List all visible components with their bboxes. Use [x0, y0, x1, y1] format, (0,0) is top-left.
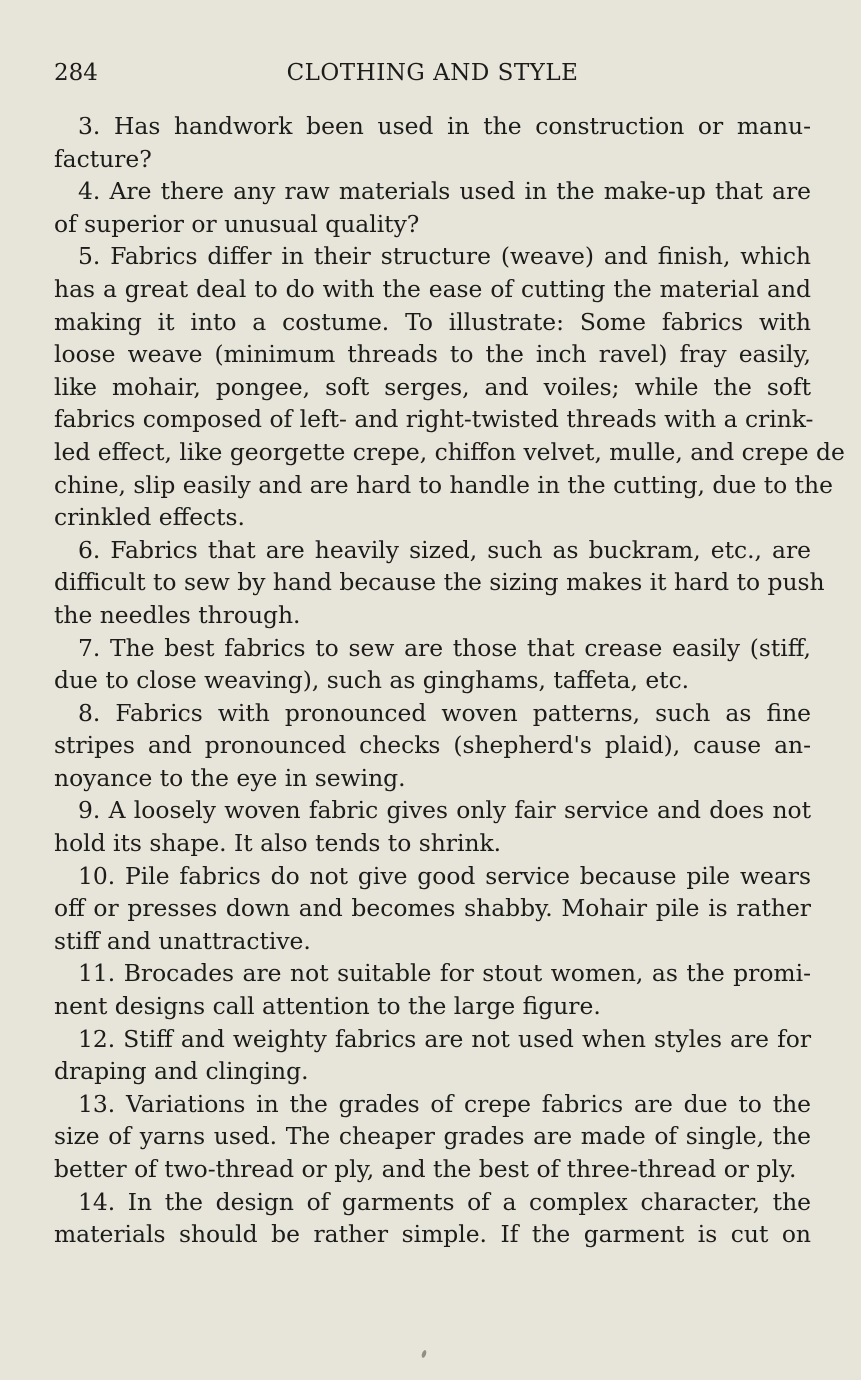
- text-line: facture?: [54, 144, 152, 173]
- text-line: fabrics composed of left- and right-twisted threads with a crink-: [54, 405, 814, 434]
- text-line: loose weave (minimum threads to the inch ravel) fray easily,: [54, 340, 811, 369]
- text-line: hold its shape. It also tends to shrink.: [54, 829, 502, 858]
- numbered-paragraph: [54, 175, 811, 240]
- text-line: better of two-thread or ply, and the best of three-thread or ply.: [54, 1155, 797, 1183]
- text-line: 14. In the design of garments of a complex character, the: [78, 1187, 811, 1216]
- numbered-paragraph: [54, 1023, 811, 1088]
- text-line: has a great deal to do with the ease of cutting the material and: [54, 274, 811, 303]
- text-line: noyance to the eye in sewing.: [54, 763, 406, 792]
- text-line: difficult to sew by hand because the sizing makes it hard to push: [54, 568, 825, 597]
- text-line: 13. Variations in the grades of crepe fabrics are due to the: [78, 1089, 811, 1118]
- text-line: the needles through.: [54, 600, 301, 629]
- text-line: 4. Are there any raw materials used in the make-up that are: [78, 177, 811, 206]
- text-line: due to close weaving), such as ginghams, taffeta, etc.: [54, 666, 690, 695]
- text-line: materials should be rather simple. If the garment is cut on: [54, 1220, 811, 1249]
- text-line: 11. Brocades are not suitable for stout women, as the promi-: [78, 959, 811, 988]
- numbered-paragraph: [54, 110, 811, 175]
- numbered-paragraph: [54, 240, 845, 533]
- text-line: 7. The best fabrics to sew are those that crease easily (stiff,: [78, 633, 811, 662]
- text-line: stiff and unattractive.: [54, 926, 311, 955]
- page-body: [54, 110, 845, 1251]
- text-line: 9. A loosely woven fabric gives only fair service and does not: [78, 796, 811, 825]
- numbered-paragraph: [54, 957, 811, 1022]
- text-line: off or presses down and becomes shabby. Mohair pile is rather: [54, 894, 811, 923]
- text-line: chine, slip easily and are hard to handle in the cutting, due to the: [54, 470, 833, 499]
- text-line: of superior or unusual quality?: [54, 209, 420, 238]
- numbered-paragraph: [54, 697, 811, 795]
- numbered-paragraph: [54, 794, 811, 859]
- text-line: draping and clinging.: [54, 1057, 309, 1086]
- ink-speck: [421, 1350, 427, 1359]
- text-line: led effect, like georgette crepe, chiffon velvet, mulle, and crepe de: [54, 437, 845, 466]
- numbered-paragraph: [54, 534, 825, 632]
- text-line: like mohair, pongee, soft serges, and voiles; while the soft: [54, 372, 811, 401]
- text-line: size of yarns used. The cheaper grades are made of single, the: [54, 1122, 811, 1151]
- text-line: 12. Stiff and weighty fabrics are not used when styles are for: [78, 1024, 811, 1053]
- running-head: CLOTHING AND STYLE: [286, 60, 579, 86]
- numbered-paragraph: [54, 1186, 811, 1251]
- numbered-paragraph: [54, 860, 811, 958]
- text-line: stripes and pronounced checks (shepherd's plaid), cause an-: [54, 731, 811, 760]
- text-line: 10. Pile fabrics do not give good service because pile wears: [78, 861, 811, 890]
- text-line: 6. Fabrics that are heavily sized, such as buckram, etc., are: [78, 535, 811, 564]
- text-line: 8. Fabrics with pronounced woven patterns, such as fine: [78, 698, 811, 727]
- numbered-paragraph: [54, 1088, 811, 1186]
- numbered-paragraph: [54, 632, 811, 697]
- text-line: nent designs call attention to the large figure.: [54, 992, 601, 1021]
- text-line: 5. Fabrics differ in their structure (weave) and finish, which: [78, 242, 811, 271]
- page-header: [54, 58, 811, 88]
- text-line: crinkled effects.: [54, 503, 245, 532]
- text-line: 3. Has handwork been used in the construction or manu-: [78, 112, 811, 140]
- page-number: 284: [54, 60, 98, 86]
- text-line: making it into a costume. To illustrate: Some fabrics with: [54, 307, 811, 336]
